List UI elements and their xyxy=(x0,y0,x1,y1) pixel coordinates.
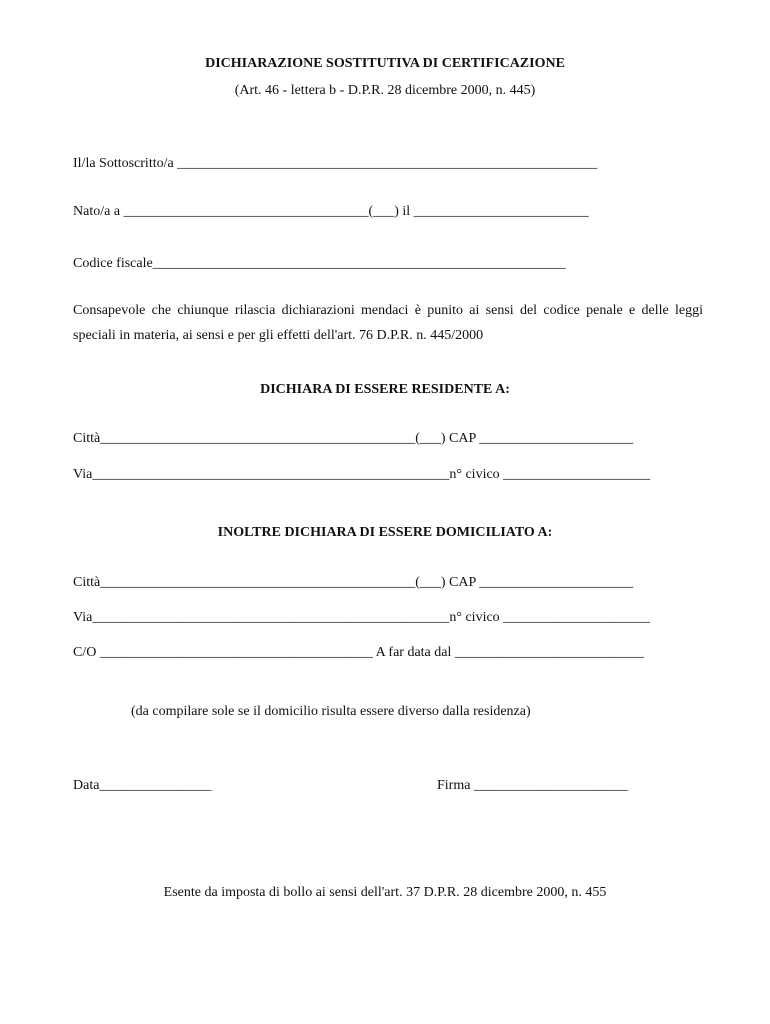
heading-residente: DICHIARA DI ESSERE RESIDENTE A: xyxy=(260,382,510,397)
residenza-via-line: Via___________________________________________________n° civico _____________________ xyxy=(73,467,651,482)
sottoscritto-line: Il/la Sottoscritto/a ____________________________________________________________ xyxy=(73,156,598,171)
codice-fiscale-line: Codice fiscale___________________________________________________________ xyxy=(73,256,566,271)
firma-field: Firma ______________________ xyxy=(437,778,628,793)
residenza-citta-line: Città_____________________________________________(___) CAP ______________________ xyxy=(73,431,634,446)
domicilio-via-line: Via___________________________________________________n° civico _____________________ xyxy=(73,610,651,625)
domicilio-citta-line: Città_____________________________________________(___) CAP ______________________ xyxy=(73,575,634,590)
nato-line: Nato/a a ___________________________________(___) il _________________________ xyxy=(73,204,589,219)
domicilio-note: (da compilare sole se il domicilio risulta essere diverso dalla residenza) xyxy=(131,704,531,719)
data-field: Data________________ xyxy=(73,778,212,793)
heading-domicilio: INOLTRE DICHIARA DI ESSERE DOMICILIATO A: xyxy=(217,525,553,540)
esente-bollo-note: Esente da imposta di bollo ai sensi dell'art. 37 D.P.R. 28 dicembre 2000, n. 455 xyxy=(163,885,607,900)
doc-title: DICHIARAZIONE SOSTITUTIVA DI CERTIFICAZIONE xyxy=(205,56,565,71)
consapevole-paragraph: Consapevole che chiunque rilascia dichiarazioni mendaci è punito ai sensi del codice penale e delle leggi speciali in materia, ai sensi e per gli effetti dell'art. 76 D.P.R. n. 445/2000 xyxy=(73,303,703,343)
domicilio-co-line: C/O _______________________________________ A far data dal ___________________________ xyxy=(73,645,644,660)
doc-subtitle: (Art. 46 - lettera b - D.P.R. 28 dicembre 2000, n. 445) xyxy=(234,83,536,98)
